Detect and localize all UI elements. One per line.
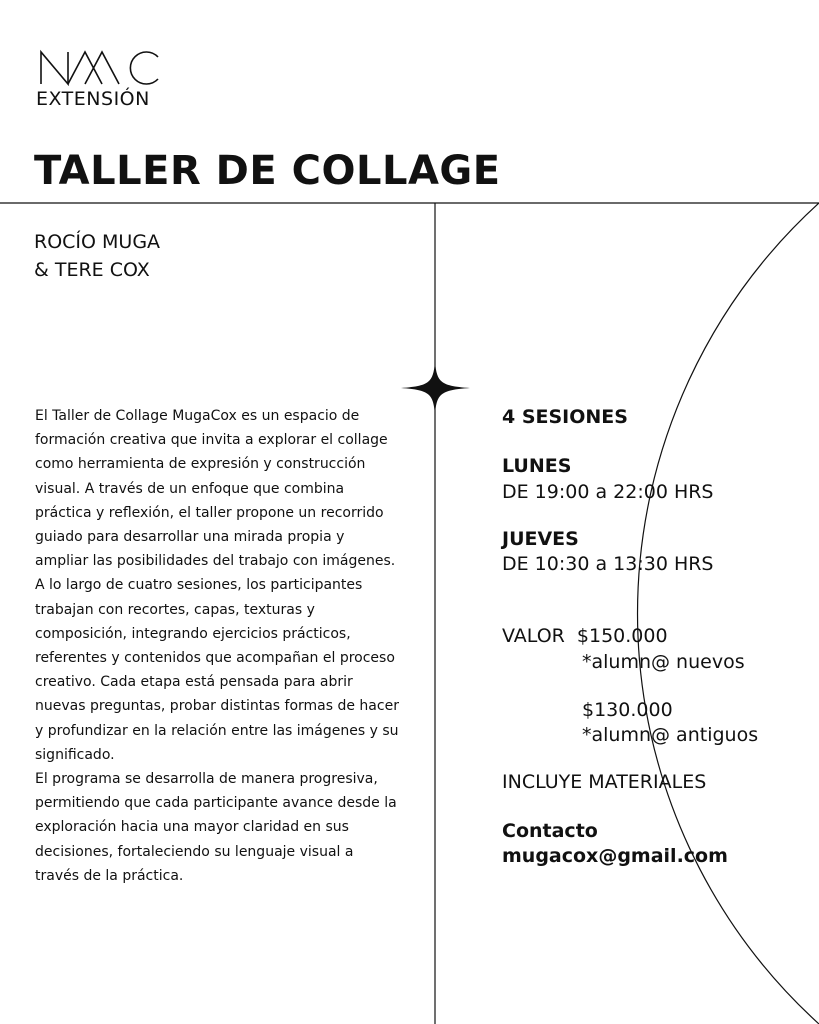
description-paragraph: A lo largo de cuatro sesiones, los participantes trabajan con recortes, capas, texturas y composición, integrando ejercicios prácticos, referentes y contenidos que acompañan el proceso creativo. Cada etapa está pensada para abrir nuevas preguntas, probar distintas formas de hacer y profundizar en la relación entre las imágenes y su significado. [35,577,399,763]
includes-materials: INCLUYE MATERIALES [502,771,707,793]
authors [34,228,160,284]
price-note: *alumn@ nuevos [582,651,745,673]
contact-label: Contacto [502,820,598,842]
logo [38,48,160,90]
logo-subtitle: EXTENSIÓN [36,88,150,110]
description-paragraph: El Taller de Collage MugaCox es un espacio de formación creativa que invita a explorar el collage como herramienta de expresión y construcción visual. A través de un enfoque que combina práctica y reflexión, el taller propone un recorrido guiado para desarrollar una mirada propia y ampliar las posibilidades del trabajo con imágenes. [35,408,396,570]
sessions-count: 4 SESIONES [502,406,628,428]
schedule-day: LUNES [502,455,572,477]
author-line: ROCÍO MUGA [34,231,161,253]
price-amount: $130.000 [582,699,673,721]
schedule-hours: DE 19:00 a 22:00 HRS [502,481,714,503]
price-note: *alumn@ antiguos [582,724,759,746]
price-label: VALOR [502,625,565,647]
description-paragraph: El programa se desarrolla de manera progresiva, permitiendo que cada participante avance desde la exploración hacia una mayor claridad en sus decisiones, fortaleciendo su lenguaje visual a través de la práctica. [35,771,397,884]
nac-logo-icon [38,48,160,86]
schedule-day: JUEVES [502,528,579,550]
schedule-hours: DE 10:30 a 13:30 HRS [502,553,714,575]
description [35,404,400,888]
half-circle-arc [638,203,819,1024]
page-title: TALLER DE COLLAGE [34,148,501,194]
four-point-star-icon [401,362,470,414]
author-line: & TERE COX [34,259,150,281]
contact-email[interactable]: mugacox@gmail.com [502,845,728,867]
price-row [502,625,668,647]
price-amount: $150.000 [576,625,668,647]
